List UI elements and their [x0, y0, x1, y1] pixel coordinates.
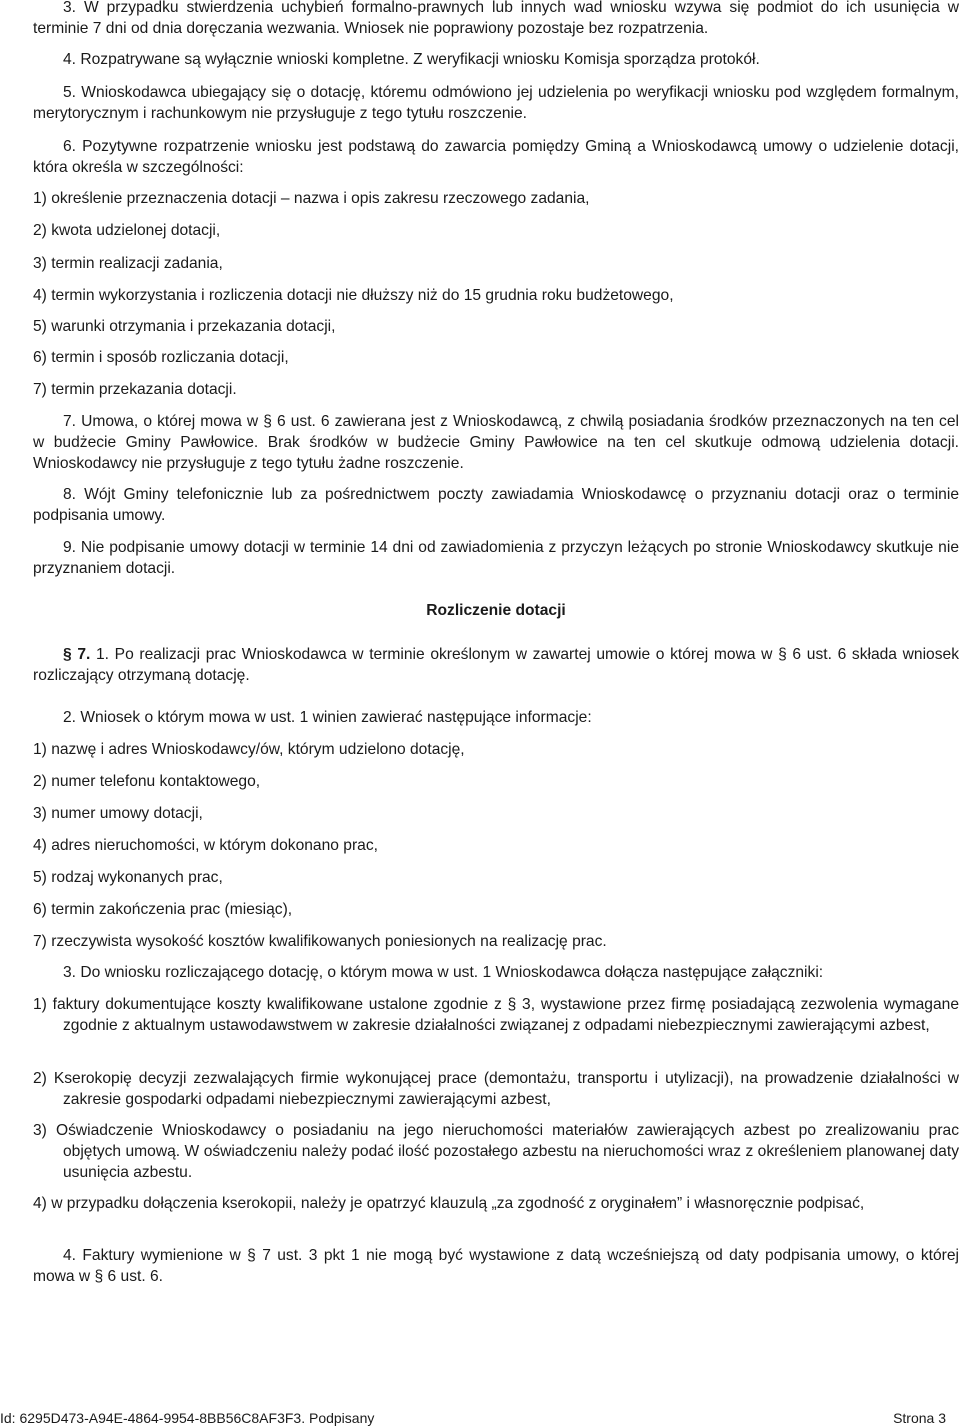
list-item: 2) Kserokopię decyzji zezwalających firmie wykonującej prace (demontażu, transportu i utylizacji), na prowadzenie działalności w zakresie gospodarki odpadami niebezpiecznymi zawierającymi azbest, [33, 1070, 959, 1108]
list-item: 1) nazwę i adres Wnioskodawcy/ów, którym udzielono dotację, [33, 741, 465, 758]
paragraph-5: 5. Wnioskodawca ubiegający się o dotację, któremu odmówiono jej udzielenia po weryfikacji wniosku pod względem formalnym, merytorycznym i rachunkowym nie przysługuje z tego tytułu roszczenie. [33, 84, 959, 122]
list-item: 7) rzeczywista wysokość kosztów kwalifikowanych poniesionych na realizację prac. [33, 933, 607, 950]
list-item: 2) kwota udzielonej dotacji, [33, 222, 221, 239]
list-item: 5) rodzaj wykonanych prac, [33, 869, 223, 886]
list-item: 1) faktury dokumentujące koszty kwalifikowane ustalone zgodnie z § 3, wystawione przez firmę posiadającą zezwolenia wymagane zgodnie z aktualnym ustawodawstwem w zakresie działalności związanej z odpadami niebezpiecznymi zawierającymi azbest, [33, 996, 959, 1034]
page-number: Strona 3 [893, 1410, 946, 1426]
list-item: 4) termin wykorzystania i rozliczenia dotacji nie dłuższy niż do 15 grudnia roku budżetowego, [33, 287, 674, 304]
list-item: 6) termin zakończenia prac (miesiąc), [33, 901, 293, 918]
paragraph-3: 3. W przypadku stwierdzenia uchybień formalno-prawnych lub innych wad wniosku wzywa się podmiot do ich usunięcia w terminie 7 dni od dnia doręczania wezwania. Wniosek nie poprawiony pozostaje bez rozpatrzenia. [33, 0, 959, 37]
list-item: 7) termin przekazania dotacji. [33, 381, 237, 398]
section-7-paragraph-3: 3. Do wniosku rozliczającego dotację, o którym mowa w ust. 1 Wnioskodawca dołącza następujące załączniki: [63, 964, 824, 981]
document-id: Id: 6295D473-A94E-4864-9954-8BB56C8AF3F3. Podpisany [0, 1410, 375, 1426]
section-heading: Rozliczenie dotacji [426, 602, 566, 619]
section-7-paragraph-1 [33, 644, 959, 686]
paragraph-number: § 7. [63, 646, 91, 663]
list-item: 2) numer telefonu kontaktowego, [33, 773, 261, 790]
section-7-paragraph-2: 2. Wniosek o którym mowa w ust. 1 winien zawierać następujące informacje: [63, 709, 592, 726]
list-item: 1) określenie przeznaczenia dotacji – nazwa i opis zakresu rzeczowego zadania, [33, 190, 590, 207]
list-item: 5) warunki otrzymania i przekazania dotacji, [33, 318, 336, 335]
list-item: 3) termin realizacji zadania, [33, 255, 223, 272]
list-item: 6) termin i sposób rozliczania dotacji, [33, 349, 289, 366]
paragraph-7: 7. Umowa, o której mowa w § 6 ust. 6 zawierana jest z Wnioskodawcą, z chwilą posiadania środków przeznaczonych na ten cel w budżecie Gminy Pawłowice. Brak środków w budżecie Gminy Pawłowice na ten cel skutkuje odmową udzielenia dotacji. Wnioskodawcy nie przysługuje z tego tytułu żadne roszczenie. [33, 413, 959, 472]
page-footer [0, 1409, 960, 1427]
section-7-paragraph-4: 4. Faktury wymienione w § 7 ust. 3 pkt 1 nie mogą być wystawione z datą wcześniejszą od daty podpisania umowy, o której mowa w § 6 ust. 6. [33, 1247, 959, 1285]
section-7-paragraph-1-text: 1. Po realizacji prac Wnioskodawca w terminie określonym w zawartej umowie o której mowa w § 6 ust. 6 składa wniosek rozliczający otrzymaną dotację. [33, 646, 959, 684]
paragraph-9: 9. Nie podpisanie umowy dotacji w terminie 14 dni od zawiadomienia z przyczyn leżących po stronie Wnioskodawcy skutkuje nie przyznaniem dotacji. [33, 539, 959, 577]
list-item: 3) Oświadczenie Wnioskodawcy o posiadaniu na jego nieruchomości materiałów zawierających azbest po zrealizowaniu prac objętych umową. W oświadczeniu należy podać ilość pozostałego azbestu na nieruchomości wraz z określeniem planowanej daty usunięcia azbestu. [33, 1122, 959, 1181]
list-item: 4) adres nieruchomości, w którym dokonano prac, [33, 837, 378, 854]
paragraph-4: 4. Rozpatrywane są wyłącznie wnioski kompletne. Z weryfikacji wniosku Komisja sporządza protokół. [63, 51, 760, 68]
paragraph-8: 8. Wójt Gminy telefonicznie lub za pośrednictwem poczty zawiadamia Wnioskodawcę o przyznaniu dotacji oraz o terminie podpisania umowy. [33, 486, 959, 524]
list-item: 4) w przypadku dołączenia kserokopii, należy je opatrzyć klauzulą „za zgodność z oryginałem” i własnoręcznie podpisać, [33, 1195, 865, 1212]
paragraph-6: 6. Pozytywne rozpatrzenie wniosku jest podstawą do zawarcia pomiędzy Gminą a Wnioskodawcą umowy o udzielenie dotacji, która określa w szczególności: [33, 138, 959, 176]
list-item: 3) numer umowy dotacji, [33, 805, 203, 822]
